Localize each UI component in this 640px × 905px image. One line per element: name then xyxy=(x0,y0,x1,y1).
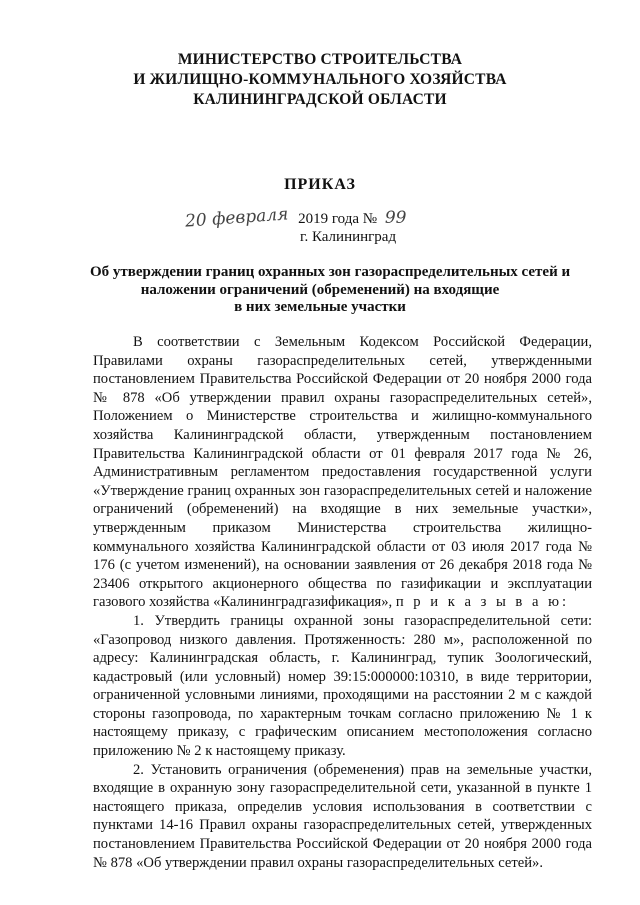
order-date-line xyxy=(184,204,407,232)
order-year: 2019 года № xyxy=(298,211,378,227)
subject-line-3: в них земельные участки xyxy=(234,299,406,315)
order-subject xyxy=(90,264,571,317)
item-2-paragraph: 2. Установить ограничения (обременения) прав на земельные участки, входящие в охранную зону газораспределительной сети, указанной в пункте 1 настоящего приказа, определив условия использования в соответствии с пунктами 14-16 Правил охраны газораспределительных сетей, утвержденных постановлением Правительства Российской Федерации от 20 ноября 2000 года № 878 «Об утверждении правил охраны газораспределительных сетей». xyxy=(93,761,592,871)
preamble-text: В соответствии с Земельным Кодексом Российской Федерации, Правилами охраны газораспределительных сетей, утвержденными постановлением Правительства Российской Федерации от 20 ноября 2000 года № 878 «Об утверждении правил охраны газораспределительных сетей», Положением о Министерстве строительства и жилищно-коммунального хозяйства Калининградской области, утвержденным постановлением Правительства Калининградской области от 01 февраля 2017 года № 26, Административным регламентом предоставления государственной услуги «Утверждение границ охранных зон газораспределительных сетей и наложение ограничений (обременений) на входящие в них земельные участки», утвержденным приказом Министерства строительства жилищно-коммунального хозяйства Калининградской области от 03 июля 2017 года № 176 (с учетом изменений), на основании заявления от 26 декабря 2018 года № 23406 открытого акционерного общества по газификации и эксплуатации газового хозяйства «Калининградгазификация», xyxy=(93,334,592,611)
order-body xyxy=(93,333,592,872)
item-1-paragraph: 1. Утвердить границы охранной зоны газораспределительной сети: «Газопровод низкого давления. Протяженность: 280 м», расположенной по адресу: Калининградская область, г. Калининград, тупик Зоологический, кадастровый (или условный) номер 39:15:000000:10310, в виде территории, ограниченной условными линиями, проходящими на расстоянии 2 м с каждой стороны газопровода, по характерным точкам согласно приложению № 1 к настоящему приказу, с графическим описанием местоположения согласно приложению № 2 к настоящему приказу. xyxy=(93,612,592,760)
ministry-line-2: И ЖИЛИЩНО-КОММУНАЛЬНОГО ХОЗЯЙСТВА xyxy=(133,71,507,88)
preamble-paragraph xyxy=(93,333,592,612)
ministry-line-3: КАЛИНИНГРАДСКОЙ ОБЛАСТИ xyxy=(193,91,447,108)
subject-line-1: Об утверждении границ охранных зон газораспределительных сетей и xyxy=(90,264,571,280)
ministry-line-1: МИНИСТЕРСТВО СТРОИТЕЛЬСТВА xyxy=(177,51,463,68)
order-city: г. Калининград xyxy=(300,229,397,245)
ministry-header xyxy=(100,50,540,110)
subject-line-2: наложении ограничений (обременений) на входящие xyxy=(140,281,500,298)
handwritten-date: 20 февраля xyxy=(184,204,289,232)
orders-word: п р и к а з ы в а ю: xyxy=(395,594,570,611)
handwritten-order-number: 99 xyxy=(384,208,407,228)
document-type: ПРИКАЗ xyxy=(284,176,356,193)
